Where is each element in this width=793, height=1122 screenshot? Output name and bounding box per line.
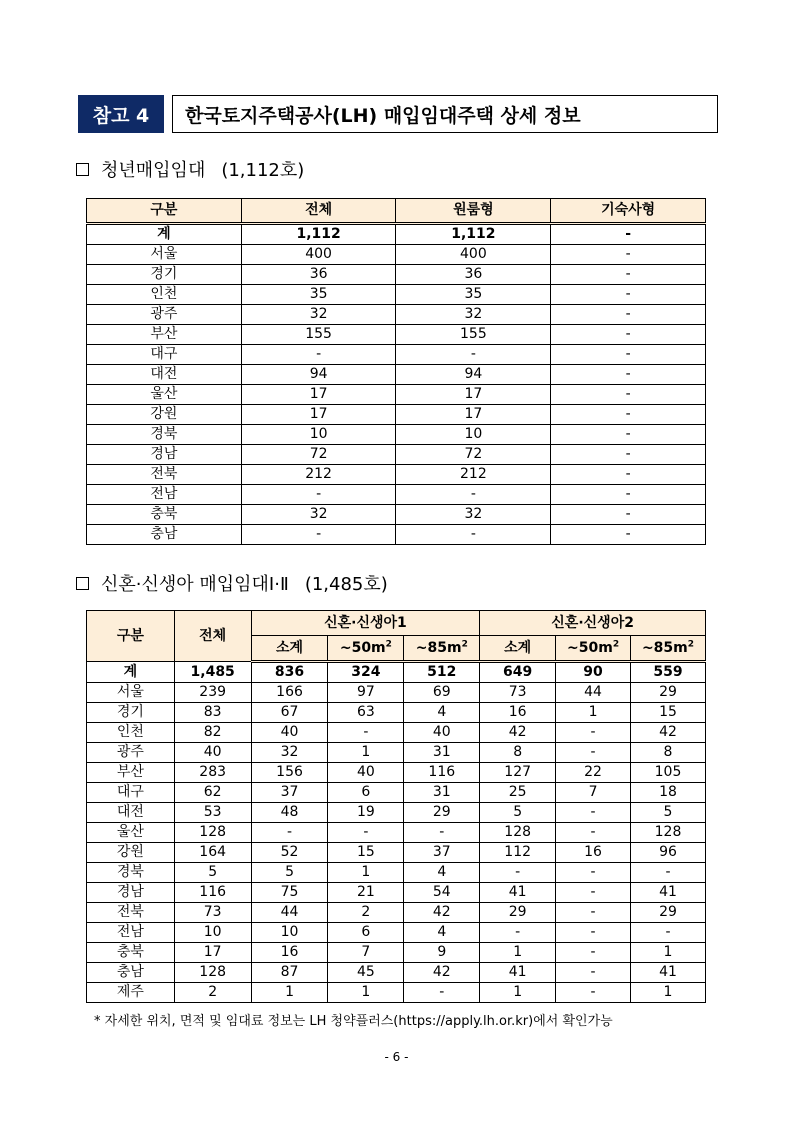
table-cell: 44	[556, 683, 631, 703]
table-cell: 1	[556, 703, 631, 723]
table-cell: -	[551, 345, 706, 365]
subheader-50: $\sim 50m^2$	[328, 636, 404, 662]
table-cell: 5	[174, 863, 251, 883]
row-label: 강원	[87, 843, 175, 863]
table-cell: -	[551, 465, 706, 485]
table-row	[87, 305, 706, 325]
table-cell: -	[396, 345, 551, 365]
table-cell: -	[551, 325, 706, 345]
row-label: 경북	[87, 425, 242, 445]
table-cell: -	[556, 903, 631, 923]
section-youth-title: 청년매입임대	[101, 160, 206, 181]
table-row	[87, 345, 706, 365]
table-cell: 90	[556, 662, 631, 683]
table-cell: 37	[251, 783, 328, 803]
table-cell: -	[556, 983, 631, 1003]
row-label: 울산	[87, 823, 175, 843]
table-cell: -	[241, 345, 396, 365]
table-cell: 1,485	[174, 662, 251, 683]
section-newlywed-title: 신혼·신생아 매입임대Ⅰ·Ⅱ	[101, 574, 289, 595]
table-cell: 166	[251, 683, 328, 703]
table-cell: 164	[174, 843, 251, 863]
table-row	[87, 683, 706, 703]
table-row	[87, 224, 706, 245]
table-cell: 41	[631, 963, 706, 983]
table-cell: 400	[396, 245, 551, 265]
reference-label: 참고 4	[78, 95, 164, 133]
table-row	[87, 245, 706, 265]
table-cell: 5	[251, 863, 328, 883]
table-cell: -	[251, 823, 328, 843]
table-cell: 17	[396, 385, 551, 405]
row-label: 인천	[87, 285, 242, 305]
table-cell: -	[551, 505, 706, 525]
table-cell: -	[396, 485, 551, 505]
table-cell: 32	[241, 305, 396, 325]
table-cell: 45	[328, 963, 404, 983]
table-cell: 36	[241, 265, 396, 285]
table-cell: 10	[174, 923, 251, 943]
table-cell: 128	[480, 823, 556, 843]
row-label: 대전	[87, 365, 242, 385]
row-label: 울산	[87, 385, 242, 405]
table-cell: 42	[480, 723, 556, 743]
table-cell: 324	[328, 662, 404, 683]
table-cell: -	[551, 265, 706, 285]
table-cell: -	[480, 863, 556, 883]
table-cell: 40	[404, 723, 480, 743]
table-cell: 4	[404, 863, 480, 883]
table-cell: 1,112	[241, 224, 396, 245]
row-label: 계	[87, 662, 175, 683]
table-cell: 127	[480, 763, 556, 783]
table-cell: 22	[556, 763, 631, 783]
table-row	[87, 823, 706, 843]
youth-table-body	[87, 224, 706, 545]
table-cell: 1	[328, 983, 404, 1003]
table-row	[87, 723, 706, 743]
subheader-85: $\sim 85m^2$	[404, 636, 480, 662]
table-row	[87, 803, 706, 823]
table-row	[87, 265, 706, 285]
table-cell: 67	[251, 703, 328, 723]
table-cell: -	[328, 823, 404, 843]
table-cell: 52	[251, 843, 328, 863]
table-cell: -	[631, 863, 706, 883]
table-row	[87, 385, 706, 405]
row-label: 충남	[87, 963, 175, 983]
table-cell: 116	[174, 883, 251, 903]
table-cell: 72	[396, 445, 551, 465]
table-cell: 1,112	[396, 224, 551, 245]
table-cell: -	[551, 305, 706, 325]
table-cell: 1	[631, 983, 706, 1003]
table-cell: 32	[396, 305, 551, 325]
table-cell: 10	[251, 923, 328, 943]
table-cell: 649	[480, 662, 556, 683]
table-cell: -	[241, 485, 396, 505]
table-row	[87, 365, 706, 385]
table-cell: 8	[480, 743, 556, 763]
table-cell: 5	[631, 803, 706, 823]
table-cell: 41	[631, 883, 706, 903]
section-newlywed-count: (1,485호)	[304, 574, 388, 595]
row-label: 광주	[87, 743, 175, 763]
table-cell: 35	[396, 285, 551, 305]
table-row	[87, 963, 706, 983]
section-youth-heading	[76, 156, 304, 182]
table-cell: 1	[328, 863, 404, 883]
table-row	[87, 943, 706, 963]
table-cell: 69	[404, 683, 480, 703]
column-header: 구분	[87, 199, 242, 224]
row-label: 계	[87, 224, 242, 245]
table-cell: 283	[174, 763, 251, 783]
table-cell: -	[556, 863, 631, 883]
row-label: 인천	[87, 723, 175, 743]
table-row	[87, 863, 706, 883]
row-label: 전북	[87, 903, 175, 923]
square-bullet-icon	[76, 163, 89, 176]
table-cell: 2	[328, 903, 404, 923]
table-cell: 15	[631, 703, 706, 723]
table-cell: 36	[396, 265, 551, 285]
youth-rental-table	[86, 198, 706, 545]
table-cell: 32	[396, 505, 551, 525]
table-cell: 31	[404, 783, 480, 803]
table-row	[87, 505, 706, 525]
row-label: 전북	[87, 465, 242, 485]
row-label: 제주	[87, 983, 175, 1003]
table-cell: 16	[480, 703, 556, 723]
table-cell: 44	[251, 903, 328, 923]
table-cell: -	[556, 963, 631, 983]
table-cell: 35	[241, 285, 396, 305]
table-cell: 41	[480, 963, 556, 983]
table-row	[87, 662, 706, 683]
table-cell: -	[551, 405, 706, 425]
table-cell: 37	[404, 843, 480, 863]
table-cell: -	[551, 285, 706, 305]
table-cell: 82	[174, 723, 251, 743]
table-cell: 94	[396, 365, 551, 385]
table-cell: 96	[631, 843, 706, 863]
table-cell: -	[631, 923, 706, 943]
table-cell: 212	[396, 465, 551, 485]
table-cell: -	[551, 245, 706, 265]
table-cell: 128	[174, 963, 251, 983]
table-cell: 15	[328, 843, 404, 863]
table-cell: 87	[251, 963, 328, 983]
table-cell: 1	[631, 943, 706, 963]
table-cell: 48	[251, 803, 328, 823]
table-cell: 7	[328, 943, 404, 963]
table-cell: 62	[174, 783, 251, 803]
row-label: 광주	[87, 305, 242, 325]
table-cell: -	[480, 923, 556, 943]
table-cell: 42	[631, 723, 706, 743]
column-group-newlywed1: 신혼·신생아1	[251, 611, 480, 636]
table-header-row	[87, 199, 706, 224]
table-cell: 94	[241, 365, 396, 385]
table-cell: -	[551, 525, 706, 545]
table-cell: 4	[404, 703, 480, 723]
table-cell: 4	[404, 923, 480, 943]
table-cell: 31	[404, 743, 480, 763]
table-cell: 25	[480, 783, 556, 803]
table-row	[87, 923, 706, 943]
table-cell: 6	[328, 923, 404, 943]
table-cell: 10	[396, 425, 551, 445]
table-cell: 512	[404, 662, 480, 683]
table-cell: 75	[251, 883, 328, 903]
table-cell: 836	[251, 662, 328, 683]
table-cell: 18	[631, 783, 706, 803]
table-header-row	[87, 611, 706, 636]
row-label: 충북	[87, 505, 242, 525]
table-cell: 29	[631, 683, 706, 703]
table-row	[87, 883, 706, 903]
table-cell: -	[556, 823, 631, 843]
row-label: 부산	[87, 325, 242, 345]
table-cell: 8	[631, 743, 706, 763]
row-label: 서울	[87, 245, 242, 265]
table-cell: 40	[174, 743, 251, 763]
table-cell: 41	[480, 883, 556, 903]
table-row	[87, 743, 706, 763]
page-title: 한국토지주택공사(LH) 매입임대주택 상세 정보	[172, 95, 718, 133]
table-row	[87, 903, 706, 923]
table-cell: 1	[480, 943, 556, 963]
table-cell: 29	[480, 903, 556, 923]
table-cell: 400	[241, 245, 396, 265]
table-cell: 17	[174, 943, 251, 963]
section-newlywed-heading	[76, 570, 388, 596]
table-cell: 16	[251, 943, 328, 963]
table-cell: 19	[328, 803, 404, 823]
section-youth-count: (1,112호)	[221, 160, 305, 181]
table-cell: 21	[328, 883, 404, 903]
table-row	[87, 703, 706, 723]
table-cell: 1	[480, 983, 556, 1003]
page-number: - 6 -	[384, 1050, 409, 1064]
table-cell: -	[404, 983, 480, 1003]
table-row	[87, 485, 706, 505]
table-cell: 212	[241, 465, 396, 485]
table-cell: 29	[404, 803, 480, 823]
table-cell: 155	[241, 325, 396, 345]
table-cell: -	[551, 385, 706, 405]
row-label: 부산	[87, 763, 175, 783]
table-cell: -	[556, 943, 631, 963]
column-group-newlywed2: 신혼·신생아2	[480, 611, 706, 636]
table-cell: 559	[631, 662, 706, 683]
table-cell: 10	[241, 425, 396, 445]
newlywed-rental-table	[86, 610, 706, 1003]
table-cell: -	[551, 224, 706, 245]
table-cell: 239	[174, 683, 251, 703]
table-row	[87, 525, 706, 545]
table-cell: -	[396, 525, 551, 545]
subheader-subtotal: 소계	[251, 636, 328, 662]
table-cell: -	[556, 883, 631, 903]
footnote: * 자세한 위치, 면적 및 임대료 정보는 LH 청약플러스(https://apply.lh.or.kr)에서 확인가능	[94, 1014, 613, 1029]
table-row	[87, 285, 706, 305]
row-label: 경남	[87, 445, 242, 465]
table-cell: 40	[328, 763, 404, 783]
table-cell: 32	[251, 743, 328, 763]
table-cell: 53	[174, 803, 251, 823]
table-cell: 128	[631, 823, 706, 843]
subheader-85: $\sim 85m^2$	[631, 636, 706, 662]
row-label: 경남	[87, 883, 175, 903]
table-cell: 112	[480, 843, 556, 863]
table-cell: 63	[328, 703, 404, 723]
table-cell: 83	[174, 703, 251, 723]
row-label: 충남	[87, 525, 242, 545]
table-row	[87, 445, 706, 465]
table-cell: 17	[396, 405, 551, 425]
table-cell: 155	[396, 325, 551, 345]
table-cell: 40	[251, 723, 328, 743]
table-row	[87, 465, 706, 485]
table-cell: 1	[328, 743, 404, 763]
table-cell: -	[551, 485, 706, 505]
table-row	[87, 783, 706, 803]
table-cell: 1	[251, 983, 328, 1003]
table-cell: -	[556, 723, 631, 743]
table-row	[87, 405, 706, 425]
column-header-total: 전체	[174, 611, 251, 662]
table-cell: -	[556, 803, 631, 823]
table-cell: 17	[241, 405, 396, 425]
column-header: 기숙사형	[551, 199, 706, 224]
table-cell: -	[556, 743, 631, 763]
table-cell: 42	[404, 903, 480, 923]
table-row	[87, 983, 706, 1003]
row-label: 대구	[87, 345, 242, 365]
table-cell: 29	[631, 903, 706, 923]
row-label: 경기	[87, 703, 175, 723]
table-cell: 32	[241, 505, 396, 525]
square-bullet-icon	[76, 577, 89, 590]
subheader-50: $\sim 50m^2$	[556, 636, 631, 662]
table-cell: 17	[241, 385, 396, 405]
subheader-subtotal: 소계	[480, 636, 556, 662]
table-cell: 2	[174, 983, 251, 1003]
page-header	[78, 95, 718, 133]
row-label: 충북	[87, 943, 175, 963]
table-cell: 54	[404, 883, 480, 903]
table-cell: -	[556, 923, 631, 943]
column-header: 원룸형	[396, 199, 551, 224]
table-cell: 73	[480, 683, 556, 703]
row-label: 서울	[87, 683, 175, 703]
row-label: 대구	[87, 783, 175, 803]
table-cell: -	[404, 823, 480, 843]
column-header-region: 구분	[87, 611, 175, 662]
column-header: 전체	[241, 199, 396, 224]
table-cell: 73	[174, 903, 251, 923]
table-cell: 9	[404, 943, 480, 963]
row-label: 전남	[87, 923, 175, 943]
table-cell: 6	[328, 783, 404, 803]
table-cell: 105	[631, 763, 706, 783]
table-cell: 97	[328, 683, 404, 703]
table-row	[87, 325, 706, 345]
table-cell: -	[241, 525, 396, 545]
table-cell: -	[328, 723, 404, 743]
table-cell: 16	[556, 843, 631, 863]
table-cell: 128	[174, 823, 251, 843]
table-row	[87, 763, 706, 783]
row-label: 대전	[87, 803, 175, 823]
row-label: 강원	[87, 405, 242, 425]
row-label: 전남	[87, 485, 242, 505]
table-row	[87, 425, 706, 445]
table-cell: 72	[241, 445, 396, 465]
newlywed-table-body	[87, 662, 706, 1003]
table-row	[87, 843, 706, 863]
table-cell: 116	[404, 763, 480, 783]
row-label: 경북	[87, 863, 175, 883]
table-cell: 42	[404, 963, 480, 983]
row-label: 경기	[87, 265, 242, 285]
table-cell: 7	[556, 783, 631, 803]
table-cell: -	[551, 365, 706, 385]
table-cell: -	[551, 445, 706, 465]
table-cell: 5	[480, 803, 556, 823]
table-cell: 156	[251, 763, 328, 783]
table-cell: -	[551, 425, 706, 445]
